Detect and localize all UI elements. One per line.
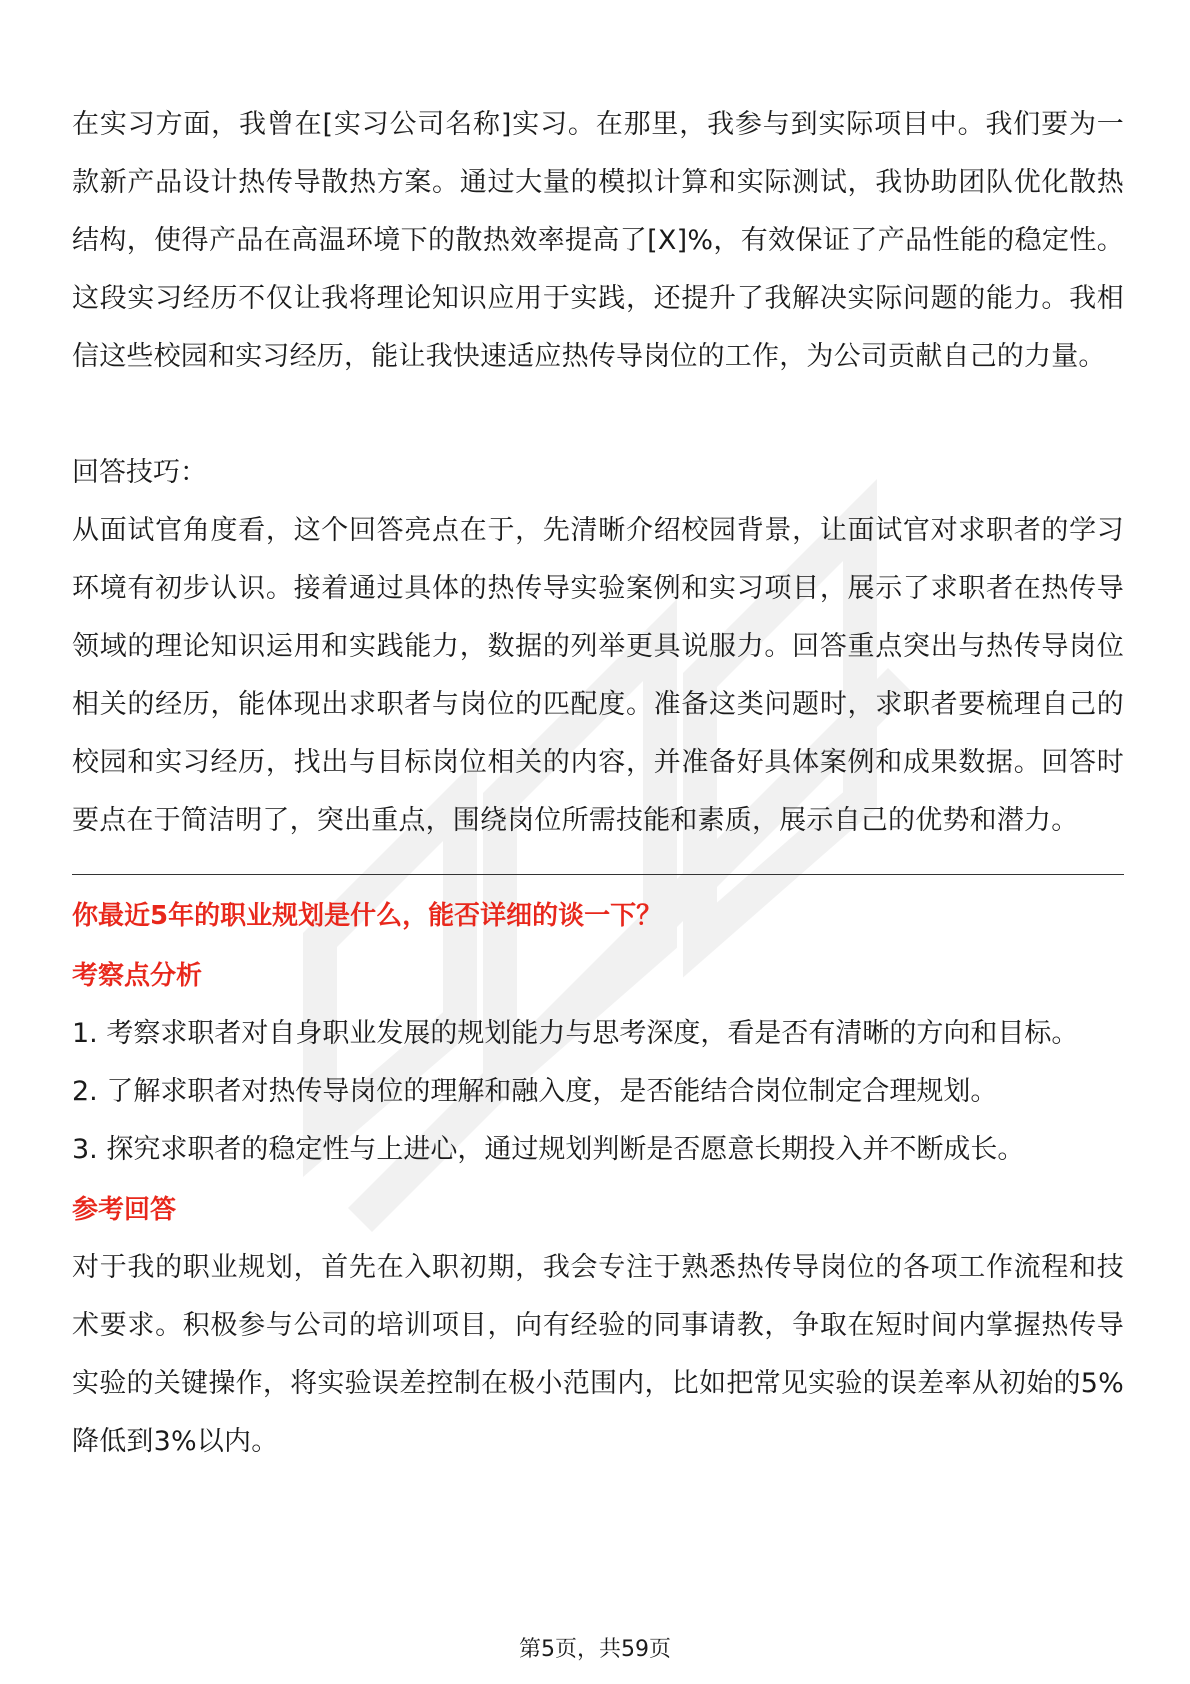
tips-paragraph: 从面试官角度看，这个回答亮点在于，先清晰介绍校园背景，让面试官对求职者的学习环境有初步认识。接着通过具体的热传导实验案例和实习项目，展示了求职者在热传导领域的理论知识运用和实践能力，数据的列举更具说服力。回答重点突出与热传导岗位相关的经历，能体现出求职者与岗位的匹配度。准备这类问题时，求职者要梳理自己的校园和实习经历，找出与目标岗位相关的内容，并准备好具体案例和成果数据。回答时要点在于简洁明了，突出重点，围绕岗位所需技能和素质，展示自己的优势和潜力。	[72, 515, 1124, 836]
analysis-item-3: 3. 探究求职者的稳定性与上进心，通过规划判断是否愿意长期投入并不断成长。	[72, 1134, 1025, 1165]
question-heading: 你最近5年的职业规划是什么，能否详细的谈一下？	[72, 901, 663, 931]
analysis-item-2: 2. 了解求职者对热传导岗位的理解和融入度，是否能结合岗位制定合理规划。	[72, 1076, 998, 1107]
section-divider	[72, 874, 1124, 875]
reference-paragraph: 对于我的职业规划，首先在入职初期，我会专注于熟悉热传导岗位的各项工作流程和技术要求。积极参与公司的培训项目，向有经验的同事请教，争取在短时间内掌握热传导实验的关键操作，将实验误差控制在极小范围内，比如把常见实验的误差率从初始的5%降低到3%以内。	[72, 1252, 1124, 1457]
page-content	[72, 96, 1124, 1471]
page-number: 第5页，共59页	[519, 1637, 671, 1662]
analysis-item-1: 1. 考察求职者对自身职业发展的规划能力与思考深度，看是否有清晰的方向和目标。	[72, 1018, 1079, 1049]
tips-label: 回答技巧：	[72, 457, 207, 488]
analysis-title: 考察点分析	[72, 961, 203, 991]
reference-title: 参考回答	[72, 1195, 177, 1225]
intro-paragraph: 在实习方面，我曾在[实习公司名称]实习。在那里，我参与到实际项目中。我们要为一款新产品设计热传导散热方案。通过大量的模拟计算和实际测试，我协助团队优化散热结构，使得产品在高温环境下的散热效率提高了[X]%，有效保证了产品性能的稳定性。这段实习经历不仅让我将理论知识应用于实践，还提升了我解决实际问题的能力。我相信这些校园和实习经历，能让我快速适应热传导岗位的工作，为公司贡献自己的力量。	[72, 109, 1124, 372]
spacer	[72, 386, 1124, 444]
